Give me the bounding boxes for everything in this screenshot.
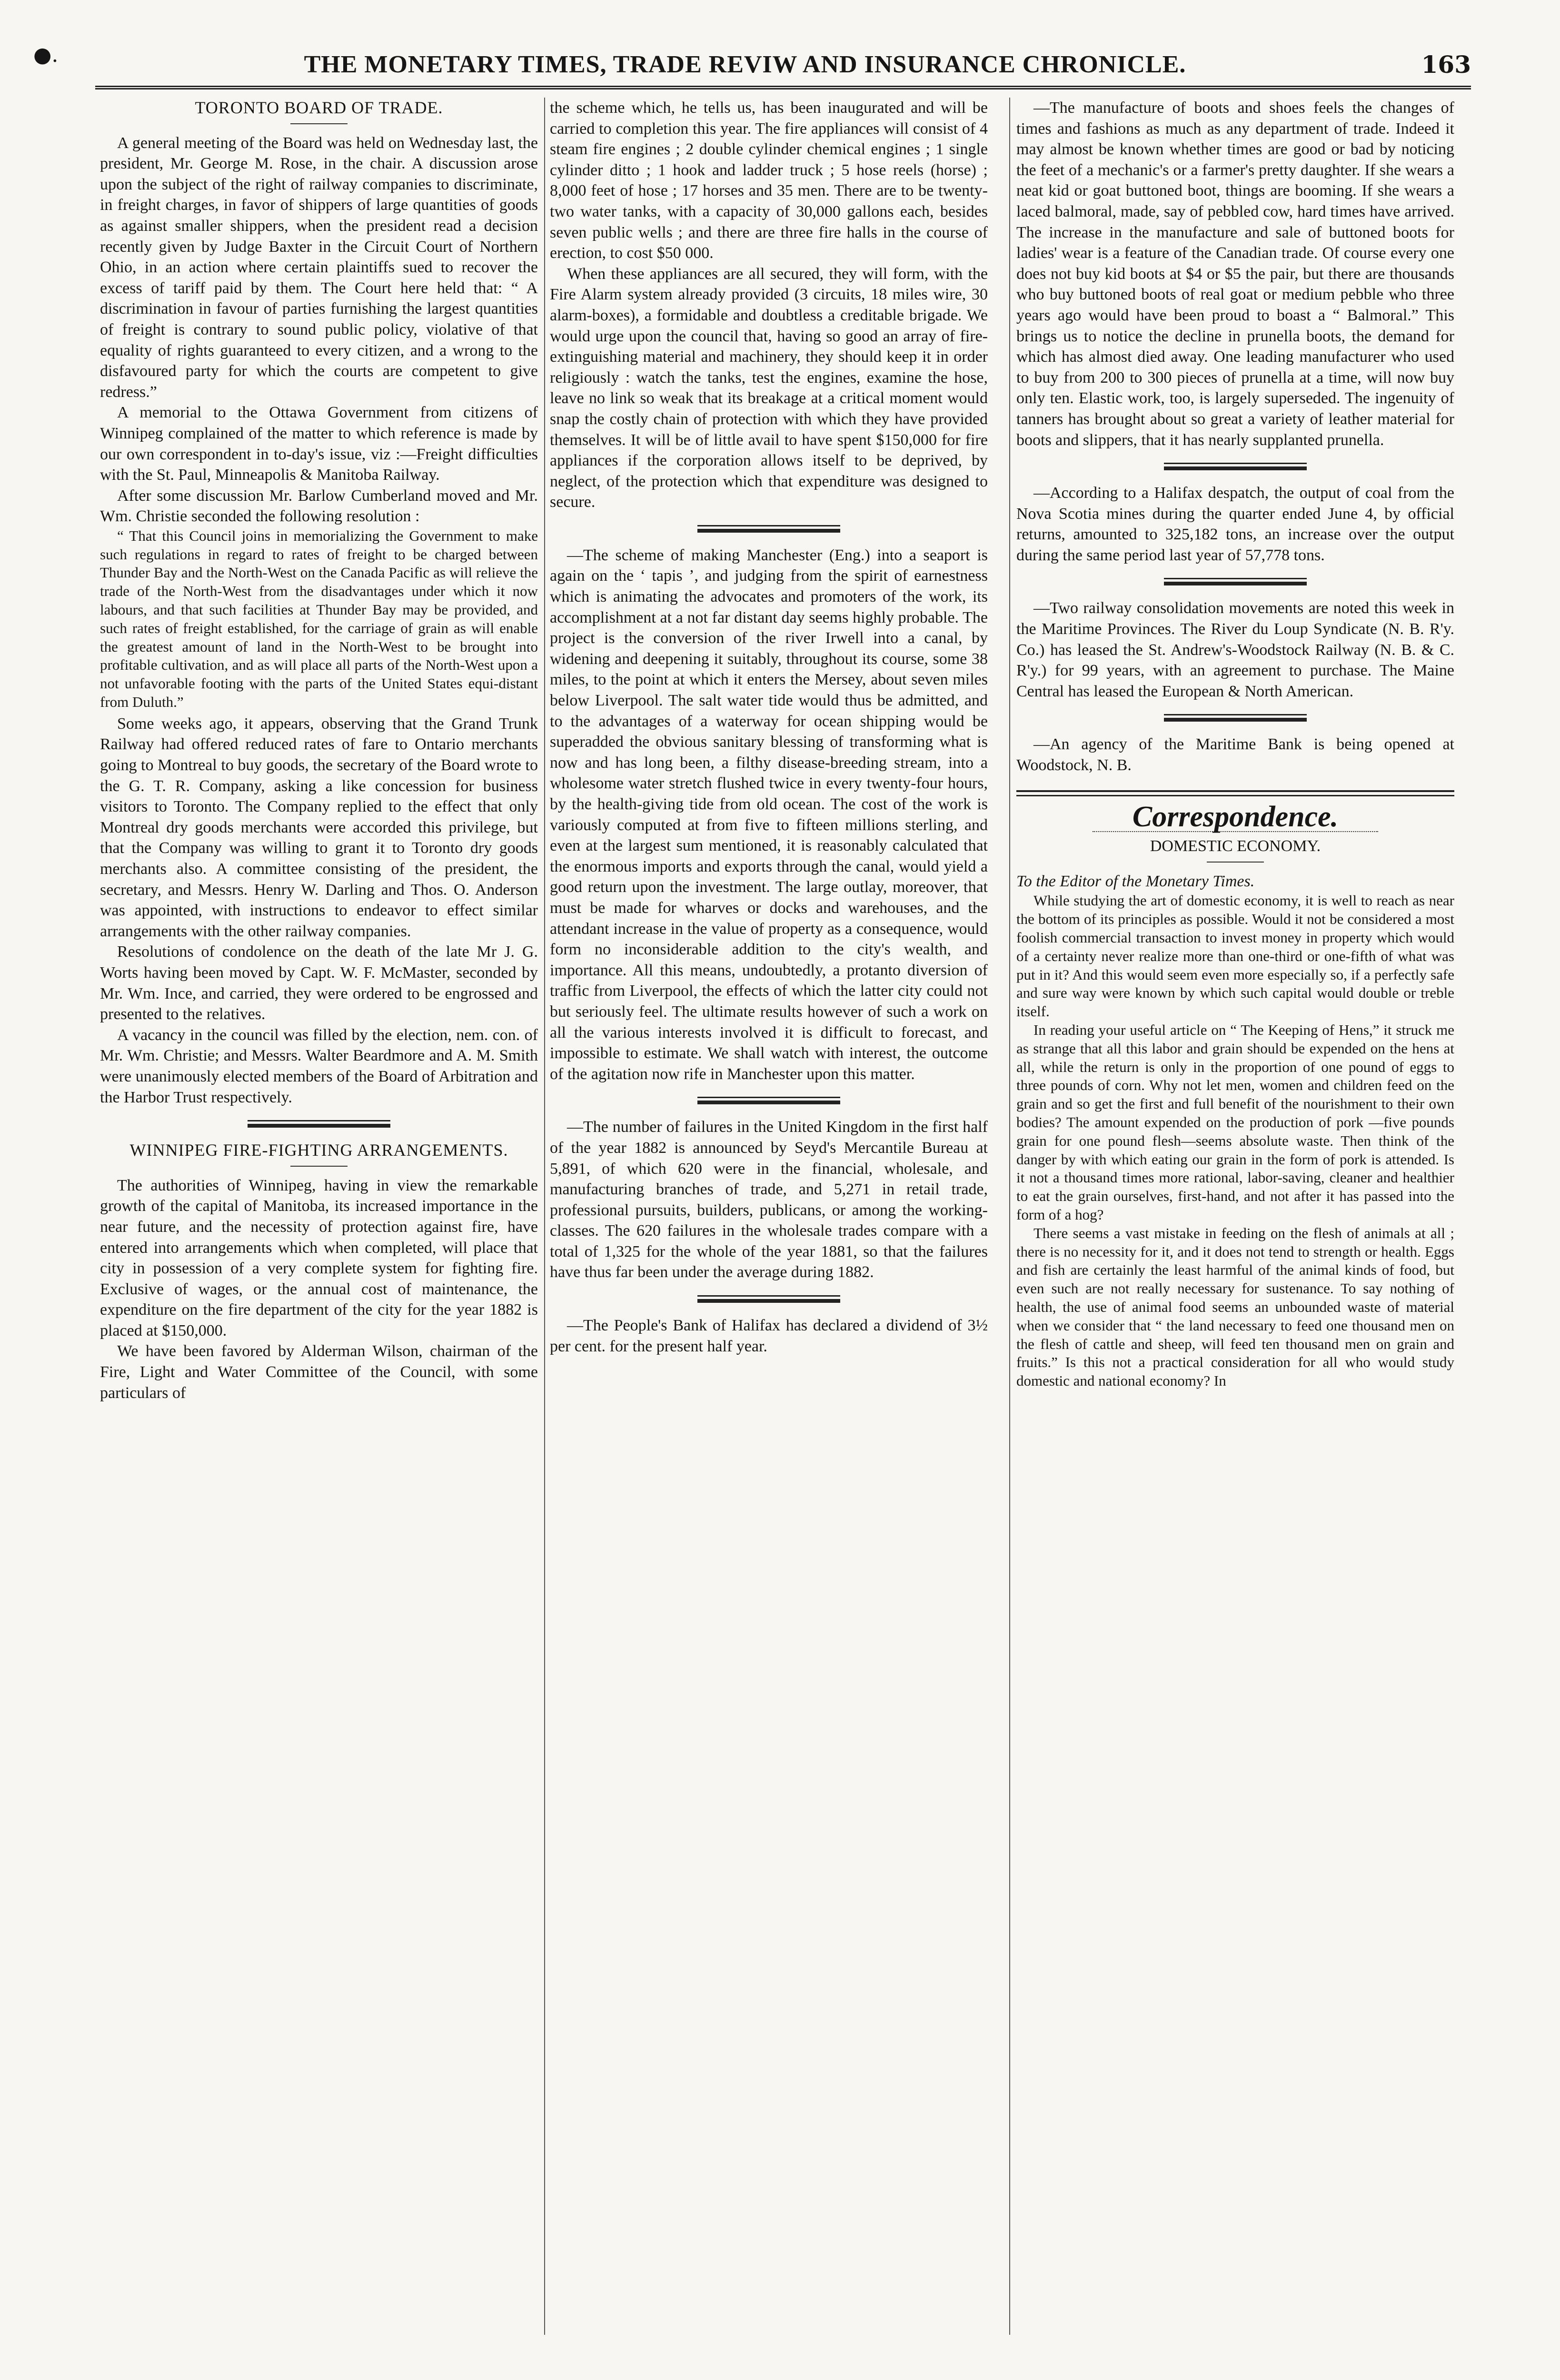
news-item: —Two railway consolidation movements are noted this week in the Maritime Provinces. The River du Loup Syndicate (N. B. R'y. Co.) has leased the St. Andrew's-Woodstock Railway (N. B. & C. R'y.) for 99 years, with an agreement to purchase. The Maine Central has leased the European & North American.: [1016, 599, 1454, 700]
article-heading: TORONTO BOARD OF TRADE.: [195, 98, 443, 117]
section-divider: [697, 1097, 840, 1104]
article-paragraph: When these appliances are all secured, they will form, with the Fire Alarm system already provided (3 circuits, 18 miles wire, 30 alarm-boxes), a formidable and doubtless a creditable brigade. We would urge upon the council that, having so good an array of fire-extinguishing material and machinery, they should keep it in order religiously : watch the tanks, test the engines, examine the hose, leave no link so weak that its breakage at a critical moment would snap the costly chain of protection with which they have provided themselves. It will be of little avail to have spent $150,000 for fire appliances if the corporation allows itself to be deprived, by neglect, of the protection which that expenditure was designed to secure.: [550, 265, 988, 511]
article-paragraph: the scheme which, he tells us, has been inaugurated and will be carried to completion this year. The fire appliances will consist of 4 steam fire engines ; 2 double cylinder chemical engines ; 1 single cylinder ditto ; 1 hook and ladder truck ; 5 hose reels (horse) ; 8,000 feet of hose ; 17 horses and 35 men. There are to be twenty-two water tanks, with a capacity of 30,000 gallons each, besides seven public wells ; and there are three fire halls in the course of erection, to cost $50 000.: [550, 99, 988, 262]
article-heading: DOMESTIC ECONOMY.: [1150, 837, 1321, 855]
section-divider: [1164, 714, 1307, 722]
section-title: Correspondence.: [1132, 800, 1339, 833]
column-rule: [1009, 98, 1010, 2335]
section-divider: [1164, 578, 1307, 585]
section-divider: [697, 525, 840, 533]
column-rule: [544, 98, 545, 2335]
margin-mark: ●.: [33, 43, 59, 67]
news-item: —According to a Halifax despatch, the output of coal from the Nova Scotia mines during the quarter ended June 4, by official returns, amounted to 325,182 tons, an increase over the output during the same period last year of 57,778 tons.: [1016, 484, 1454, 564]
news-item: —An agency of the Maritime Bank is being opened at Woodstock, N. B.: [1016, 735, 1454, 774]
news-item: —The People's Bank of Halifax has declared a dividend of 3½ per cent. for the present half year.: [550, 1317, 988, 1355]
letter-salutation: To the Editor of the Monetary Times.: [1016, 872, 1255, 890]
page-header: [95, 48, 1471, 89]
section-divider-wide: [1016, 790, 1454, 796]
letter-paragraph: In reading your useful article on “ The Keeping of Hens,” it struck me as strange that all this labor and grain should be expended on the hens at all, while the return is only in the proportion of one pound of eggs to three pounds of corn. Why not let men, women and children feed on the grain and so get the first and full benefit of the nourishment to their own bodies? The amount expended on the production of pork —five pounds grain for one pound flesh—seems absolute waste. Then think of the danger by with which eating our grain in the form of pork is attended. Is it not a thousand times more rational, labor-saving, cleaner and healthier to eat the grain ourselves, first-hand, and not after it has passed into the form of a hog?: [1016, 1021, 1454, 1223]
article-paragraph: A general meeting of the Board was held on Wednesday last, the president, Mr. George M. Rose, in the chair. A discussion arose upon the subject of the right of railway companies to discriminate, in freight charges, in favor of shippers of large quantities of goods as against smaller shippers, when the president read a decision recently given by Judge Baxter in the Circuit Court of Northern Ohio, in an action where certain plaintiffs sued to recover the excess of tariff paid by them. The Court here held that: “ A discrimination in favour of parties furnishing the largest quantities of freight is contrary to sound public policy, violative of that equality of rights guaranteed to every citizen, and a wrong to the disfavoured party for which the courts are competent to give redress.”: [100, 134, 538, 401]
article-paragraph: The authorities of Winnipeg, having in view the remarkable growth of the capital of Manitoba, its increased importance in the near future, and the necessity of protection against fire, have entered into arrangements which when completed, will place that city in possession of a very complete system for fighting fire. Exclusive of wages, or the annual cost of maintenance, the expenditure on the fire department of the city for the year 1882 is placed at $150,000.: [100, 1176, 538, 1339]
heading-rule: [290, 1166, 348, 1167]
article-paragraph: After some discussion Mr. Barlow Cumberland moved and Mr. Wm. Christie seconded the following resolution :: [100, 486, 538, 526]
article-heading: WINNIPEG FIRE-FIGHTING ARRANGEMENTS.: [129, 1140, 508, 1160]
heading-rule: [290, 123, 348, 124]
column-3: [1016, 98, 1454, 1390]
heading-rule: [1207, 862, 1264, 863]
news-item: —The number of failures in the United Kingdom in the first half of the year 1882 is announced by Seyd's Mercantile Bureau at 5,891, of which 620 were in the financial, wholesale, and manufacturing branches of trade, and 5,271 in retail trade, professional pursuits, builders, publicans, or among the working-classes. The 620 failures in the wholesale trades compare with a total of 1,325 for the whole of the year 1881, so that the failures have thus far been under the average during 1882.: [550, 1118, 988, 1281]
letter-paragraph: There seems a vast mistake in feeding on the flesh of animals at all ; there is no necessity for it, and it does not tend to strength or health. Eggs and fish are certainly the least harmful of the animal kinds of food, but even such are not really necessary for sustenance. To say nothing of health, the use of animal food seems an unbounded waste of material when we consider that “ the land necessary to feed one thousand men on the flesh of cattle and sheep, will feed ten thousand men on grain and fruits.” Is this not a practical consideration for all who would study domestic and national economy? In: [1016, 1224, 1454, 1389]
section-divider: [697, 1295, 840, 1303]
article-paragraph: A memorial to the Ottawa Government from citizens of Winnipeg complained of the matter to which reference is made by our own correspondent in to-day's issue, viz :—Freight difficulties with the St. Paul, Minneapolis & Manitoba Railway.: [100, 404, 538, 484]
column-2: [550, 98, 988, 1357]
section-divider: [1164, 463, 1307, 470]
article-paragraph: A vacancy in the council was filled by the election, nem. con. of Mr. Wm. Christie; and Messrs. Walter Beardmore and A. M. Smith were unanimously elected members of the Board of Arbitration and the Harbor Trust respectively.: [100, 1026, 538, 1106]
article-paragraph: We have been favored by Alderman Wilson, chairman of the Fire, Light and Water Committee of the Council, with some particulars of: [100, 1342, 538, 1402]
article-paragraph: Some weeks ago, it appears, observing that the Grand Trunk Railway had offered reduced rates of fare to Ontario merchants going to Montreal to buy goods, the secretary of the Board wrote to the G. T. R. Company, asking a like concession for business visitors to Toronto. The Company replied to the effect that only Montreal dry goods merchants were accorded this privilege, but that the Company was willing to grant it to Toronto dry goods merchants also. A committee consisting of the president, the secretary, and Messrs. Henry W. Darling and Thos. O. Anderson was appointed, with instructions to endeavor to effect similar arrangements with the other railway companies.: [100, 714, 538, 940]
page-number: 163: [1421, 50, 1471, 79]
news-item: —The scheme of making Manchester (Eng.) into a seaport is again on the ‘ tapis ’, and judging from the spirit of earnestness which is animating the advocates and promoters of the work, its accomplishment at a not far distant day seems highly probable. The project is the conversion of the river Irwell into a canal, by widening and deepening it suitably, throughout its course, some 38 miles, to the point at which it enters the Mersey, about seven miles below Liverpool. The salt water tide would thus be admitted, and to the advantages of a waterway for ocean shipping would be superadded the obvious sanitary blessing of transforming what is now and has long been, a filthy disease-breeding stream, into a wholesome water stretch flushed twice in every twenty-four hours, by the health-giving tide from old ocean. The cost of the work is variously computed at from five to fifteen millions sterling, and even at the largest sum mentioned, it is reasonably calculated that the enormous imports and exports through the canal, would yield a good return upon the investment. The large outlay, moreover, that must be made for wharves or docks and warehouses, and the attendant increase in the value of property as a consequence, would form no inconsiderable addition to the city's wealth, and importance. All this means, undoubtedly, a protanto diversion of traffic from Liverpool, the effects of which the latter city could not but seriously feel. The ultimate results however of such a work on all the various interests involved it is difficult to forecast, and impossible to estimate. We shall watch with interest, the outcome of the agitation now rife in Manchester upon this matter.: [550, 546, 988, 1083]
resolution-quote: “ That this Council joins in memorializing the Government to make such regulations in regard to rates of freight to be charged between Thunder Bay and the North-West on the Canada Pacific as will relieve the trade of the North-West from the disadvantages under which it now labours, and that such facilities at Thunder Bay may be provided, and such rates of freight established, for the carriage of grain as will enable the greatest amount of land in the North-West to be brought into profitable cultivation, and as will place all parts of the North-West upon a not unfavorable footing with the parts of the United States equi-distant from Duluth.”: [100, 527, 538, 711]
letter-paragraph: While studying the art of domestic economy, it is well to reach as near the bottom of its principles as possible. Would it not be considered a most foolish commercial transaction to invest money in property which would of a certainty never realize more than one-third or one-fifth of what was put in it? And this would seem even more especially so, if a perfectly safe and sure way were known by which such capital would double or treble itself.: [1016, 892, 1454, 1020]
column-1: [100, 98, 538, 1403]
news-item: —The manufacture of boots and shoes feels the changes of times and fashions as much as any department of trade. Indeed it may almost be known whether times are good or bad by noticing the feet of a mechanic's or a farmer's pretty daughter. If she wears a neat kid or goat buttoned boot, things are booming. If she wears a laced balmoral, made, say of pebbled cow, hard times have arrived. The increase in the manufacture and sale of buttoned boots for ladies' wear is a feature of the Canadian trade. Of course every one does not buy kid boots at $4 or $5 the pair, but there are thousands who buy buttoned boots of real goat or medium pebble who three years ago would have been proud to boast a “ Balmoral.” This brings us to notice the decline in prunella boots, the demand for which has almost died away. One leading manufacturer who used to buy from 200 to 300 pieces of prunella at a time, will now buy only ten. Elastic work, too, is largely superseded. The ingenuity of tanners has brought about so great a variety of leather material for boots and slippers, that it has nearly supplanted prunella.: [1016, 99, 1454, 449]
masthead-title: THE MONETARY TIMES, TRADE REVIW AND INSURANCE CHRONICLE.: [304, 51, 1186, 78]
article-paragraph: Resolutions of condolence on the death of the late Mr J. G. Worts having been moved by Capt. W. F. McMaster, seconded by Mr. Wm. Ince, and carried, they were ordered to be engrossed and presented to the relatives.: [100, 943, 538, 1023]
section-divider: [248, 1120, 390, 1128]
